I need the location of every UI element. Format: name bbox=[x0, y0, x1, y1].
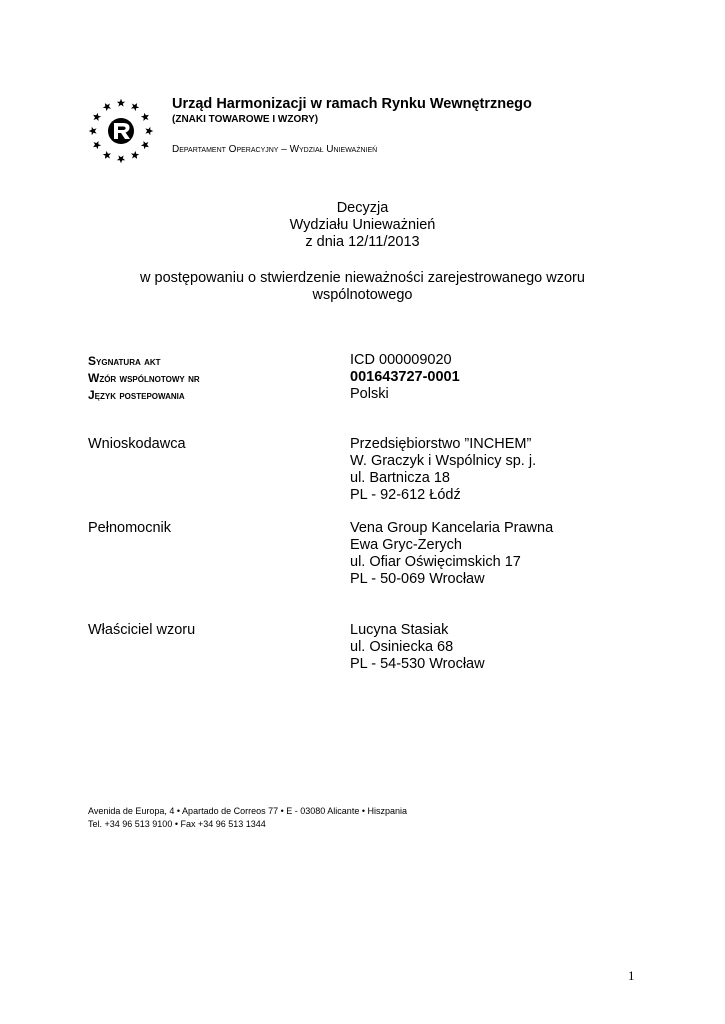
page-number: 1 bbox=[628, 968, 635, 983]
representative-line: ul. Ofiar Oświęcimskich 17 bbox=[350, 554, 521, 570]
applicant-label: Wnioskodawca bbox=[88, 436, 186, 452]
decision-subject-line2: wspólnotowego bbox=[312, 287, 413, 303]
representative-line: PL - 50-069 Wrocław bbox=[350, 571, 485, 587]
footer-address: Avenida de Europa, 4 • Apartado de Correos 77 • E - 03080 Alicante • Hiszpania bbox=[88, 806, 407, 816]
footer-contact: Tel. +34 96 513 9100 • Fax +34 96 513 1344 bbox=[88, 819, 266, 829]
applicant-line: W. Graczyk i Wspólnicy sp. j. bbox=[350, 453, 537, 469]
representative-line: Ewa Gryc-Zerych bbox=[350, 537, 462, 553]
language-label: Język postepowania bbox=[88, 388, 185, 402]
decision-title: Decyzja bbox=[336, 200, 389, 216]
decision-subject-line1: w postępowaniu o stwierdzenie nieważności zarejestrowanego wzoru bbox=[140, 270, 585, 286]
applicant-line: ul. Bartnicza 18 bbox=[350, 470, 450, 486]
representative-label: Pełnomocnik bbox=[88, 520, 172, 536]
representative-line: Vena Group Kancelaria Prawna bbox=[350, 520, 554, 536]
decision-date: z dnia 12/11/2013 bbox=[305, 234, 420, 250]
department-name: Departament Operacyjny – Wydział Unieważnień bbox=[172, 144, 378, 155]
applicant-line: PL - 92-612 Łódź bbox=[350, 487, 461, 503]
design-holder-line: PL - 54-530 Wrocław bbox=[350, 656, 485, 672]
language-value: Polski bbox=[350, 386, 389, 402]
file-number-label: Sygnatura akt bbox=[88, 354, 161, 368]
organization-name: Urząd Harmonizacji w ramach Rynku Wewnętrznego bbox=[172, 96, 532, 112]
ohim-star-ring-logo-icon bbox=[88, 98, 154, 164]
decision-division: Wydziału Unieważnień bbox=[289, 217, 436, 233]
design-holder-line: ul. Osiniecka 68 bbox=[350, 639, 454, 655]
design-number-value: 001643727-0001 bbox=[350, 369, 460, 385]
design-holder-label: Właściciel wzoru bbox=[88, 622, 196, 638]
design-number-label: Wzór wspólnotowy nr bbox=[88, 371, 200, 385]
file-number-value: ICD 000009020 bbox=[350, 352, 452, 368]
organization-subtitle: (ZNAKI TOWAROWE I WZORY) bbox=[172, 114, 319, 125]
design-holder-line: Lucyna Stasiak bbox=[350, 622, 449, 638]
applicant-line: Przedsiębiorstwo ”INCHEM” bbox=[350, 436, 532, 452]
